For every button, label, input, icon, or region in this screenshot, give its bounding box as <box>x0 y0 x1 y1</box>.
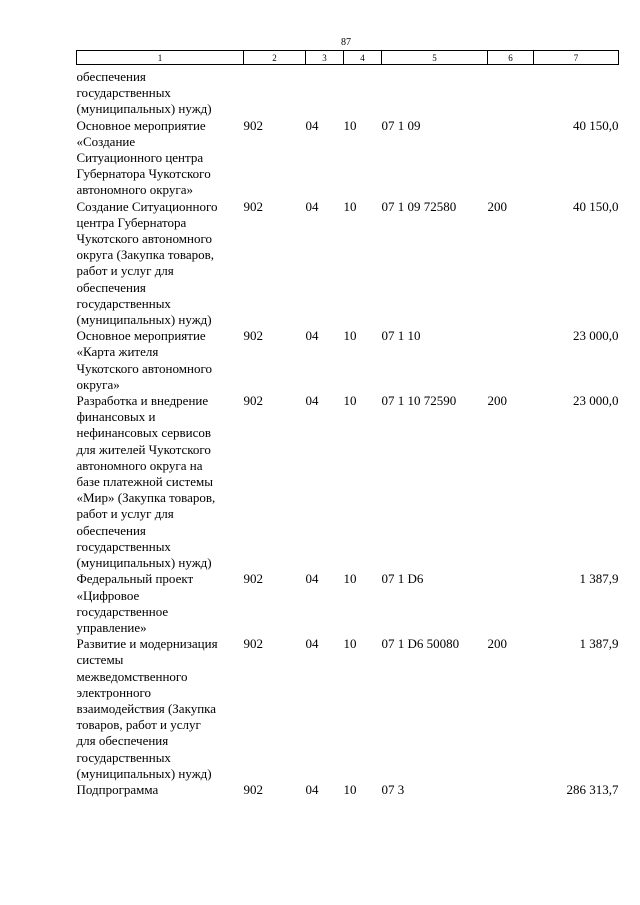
cell-target: 07 1 10 <box>381 328 421 344</box>
cell-subsection: 10 <box>343 117 357 133</box>
cell-section: 04 <box>305 571 319 587</box>
cell-subsection: 10 <box>343 636 357 652</box>
column-header: 5 <box>382 51 488 65</box>
column-header: 6 <box>488 51 534 65</box>
column-header: 2 <box>244 51 306 65</box>
row-name: Разработка и внедрение финансовых и нефинансовых сервисов для жителей Чукотского автономного округа на базе платежной системы «Мир» (Закупка товаров, работ и услуг для обеспечения государственных (муниципальных) нужд) <box>76 393 216 571</box>
cell-code: 902 <box>243 781 263 797</box>
budget-table <box>76 50 619 798</box>
cell-section <box>306 65 344 118</box>
cell-amount: 286 313,7 <box>566 781 619 797</box>
row-name: Основное мероприятие «Создание Ситуационного центра Губернатора Чукотского автономного округа» <box>76 117 211 198</box>
cell-subsection: 10 <box>343 571 357 587</box>
cell-target: 07 1 D6 50080 <box>381 636 460 652</box>
row-name: Основное мероприятие «Карта жителя Чукотского автономного округа» <box>76 328 212 392</box>
cell-code: 902 <box>243 571 263 587</box>
cell-expense-type <box>488 118 534 199</box>
column-header: 4 <box>344 51 382 65</box>
cell-expense-type <box>488 782 534 798</box>
table-row <box>77 393 619 571</box>
column-header: 7 <box>534 51 619 65</box>
cell-expense-type: 200 <box>487 393 507 409</box>
cell-target: 07 1 10 72590 <box>381 393 457 409</box>
cell-subsection: 10 <box>343 198 357 214</box>
cell-amount: 40 150,0 <box>573 198 619 214</box>
table-row <box>77 199 619 329</box>
cell-amount: 40 150,0 <box>573 117 619 133</box>
table-row <box>77 328 619 393</box>
cell-code: 902 <box>243 198 263 214</box>
table-row <box>77 782 619 798</box>
cell-target: 07 1 D6 <box>381 571 424 587</box>
cell-section: 04 <box>305 328 319 344</box>
row-name: обеспечения государственных (муниципальных) нужд) <box>76 69 212 117</box>
table-row <box>77 636 619 782</box>
column-header: 1 <box>77 51 244 65</box>
cell-code: 902 <box>243 328 263 344</box>
cell-section: 04 <box>305 781 319 797</box>
cell-expense-type <box>488 65 534 118</box>
cell-section: 04 <box>305 117 319 133</box>
header-row <box>77 51 619 65</box>
table-row <box>77 571 619 636</box>
cell-target: 07 1 09 72580 <box>381 198 457 214</box>
cell-code: 902 <box>243 117 263 133</box>
row-name: Федеральный проект «Цифровое государственное управление» <box>76 571 194 635</box>
cell-code: 902 <box>243 636 263 652</box>
cell-target: 07 1 09 <box>381 117 421 133</box>
row-name: Развитие и модернизация системы межведомственного электронного взаимодействия (Закупка товаров, работ и услуг для обеспечения государственных (муниципальных) нужд) <box>76 636 218 781</box>
cell-section: 04 <box>305 198 319 214</box>
cell-expense-type: 200 <box>487 198 507 214</box>
cell-amount: 23 000,0 <box>573 328 619 344</box>
cell-subsection <box>344 65 382 118</box>
row-name: Подпрограмма <box>76 781 159 797</box>
cell-target: 07 3 <box>381 781 405 797</box>
cell-amount: 23 000,0 <box>573 393 619 409</box>
cell-expense-type <box>488 328 534 393</box>
cell-amount <box>534 65 619 118</box>
cell-subsection: 10 <box>343 328 357 344</box>
column-header: 3 <box>306 51 344 65</box>
cell-section: 04 <box>305 636 319 652</box>
cell-amount: 1 387,9 <box>579 571 619 587</box>
cell-subsection: 10 <box>343 781 357 797</box>
table-row <box>77 65 619 118</box>
cell-amount: 1 387,9 <box>579 636 619 652</box>
cell-section: 04 <box>305 393 319 409</box>
cell-code <box>244 65 306 118</box>
cell-target <box>382 65 488 118</box>
table-row <box>77 118 619 199</box>
row-name: Создание Ситуационного центра Губернатора Чукотского автономного округа (Закупка товаров, работ и услуг для обеспечения государственных (муниципальных) нужд) <box>76 198 218 328</box>
cell-expense-type: 200 <box>487 636 507 652</box>
cell-subsection: 10 <box>343 393 357 409</box>
cell-expense-type <box>488 571 534 636</box>
page-number: 87 <box>341 37 351 48</box>
cell-code: 902 <box>243 393 263 409</box>
